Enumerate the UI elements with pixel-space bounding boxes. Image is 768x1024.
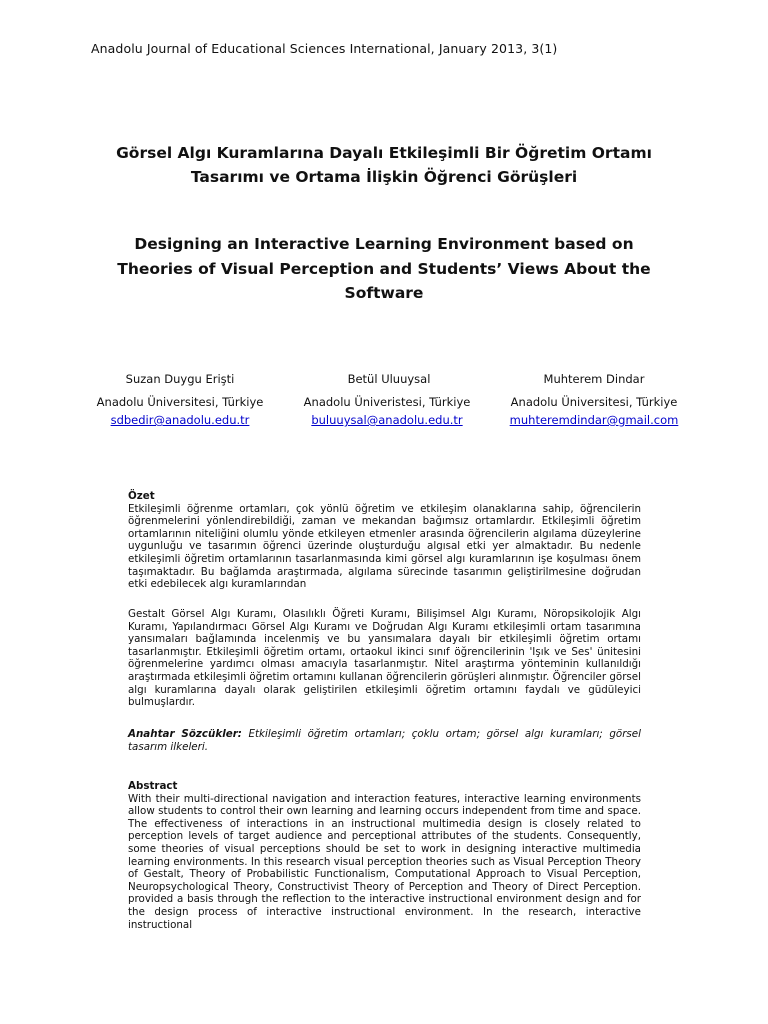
title-turkish (80, 141, 688, 189)
author-3 (499, 372, 689, 428)
author-email-link[interactable]: muhteremdindar@gmail.com (509, 413, 679, 427)
author-1 (85, 372, 275, 428)
title-english-line-1: Designing an Interactive Learning Environment based on (134, 235, 634, 253)
title-english-line-3: Software (344, 284, 424, 302)
author-email-link[interactable]: buluuysal@anadolu.edu.tr (311, 413, 463, 427)
author-affiliation: Anadolu Üniversitesi, Türkiye (510, 395, 678, 409)
author-email-link[interactable]: sdbedir@anadolu.edu.tr (110, 413, 250, 427)
ozet-paragraph-2: Gestalt Görsel Algı Kuramı, Olasılıklı Öğreti Kuramı, Bilişimsel Algı Kuramı, Nöropsikolojik Algı Kuramı, Yapılandırmacı Görsel Algı Kuramı ve Doğrudan Algı Kuramı etkileşimli ortam tasarımına yansımaları bağlamında incelenmiş ve bu yansımalara dayalı bir etkileşimli öğretim ortamı tasarlanmıştır. Etkileşimli öğretim ortamı, ortaokul ikinci sınıf öğrencilerinin 'Işık ve Ses' ünitesini öğrenmelerine yardımcı olması amacıyla tasarlanmıştır. Nitel araştırma yönteminin kullanıldığı araştırmada etkileşimli öğretim ortamını kullanan öğrencilerin görüşleri alınmıştır. Öğrenciler görsel algı kuramlarına dayalı olarak geliştirilen etkileşimli öğretim ortamını faydalı ve güdüleyici bulmuşlardır. (128, 608, 641, 709)
abstract-text: With their multi-directional navigation and interaction features, interactive learning environments allow students to control their own learning and learning occurs independent from time and space. The effectiveness of interactions in an instructional multimedia design is closely related to perception levels of target audience and perceptional attributes of the students. Consequently, some theories of visual perceptions should be set to work in designing interactive multimedia learning environments. In this research visual perception theories such as Visual Perception Theory of Gestalt, Theory of Probabilistic Functionalism, Computational Approach to Visual Perception, Neuropsychological Theory, Constructivist Theory of Perception and Theory of Direct Perception. provided a basis through the reflection to the interactive instructional environment design and for the design process of interactive instructional environment. In the research, interactive instructional (128, 792, 641, 931)
title-turkish-line-1: Görsel Algı Kuramlarına Dayalı Etkileşimli Bir Öğretim Ortamı (116, 144, 652, 162)
author-name: Muhterem Dindar (543, 372, 645, 386)
author-affiliation: Anadolu Üniveristesi, Türkiye (303, 395, 471, 409)
abstract-heading: Abstract (128, 780, 178, 792)
keywords-text: Etkileşimli öğretim ortamları; çoklu ortam; görsel algı kuramları; görsel tasarım ilkeleri. (128, 728, 641, 753)
author-name: Suzan Duygu Erişti (125, 372, 235, 386)
ozet-heading: Özet (128, 490, 155, 502)
author-list (85, 372, 689, 428)
abstract-section (128, 780, 641, 931)
keywords-section (128, 728, 641, 753)
title-english-line-2: Theories of Visual Perception and Students’ Views About the (117, 259, 651, 278)
ozet-paragraph-1: Etkileşimli öğrenme ortamları, çok yönlü öğretim ve etkileşim olanaklarına sahip, öğrencilerin öğrenmelerini yönlendirebildiği, zaman ve mekandan bağımsız ortamlardır. Etkileşimli öğretim ortamlarının niteliğini olumlu yönde etkileyen etmenler arasında öğrencilerin algılama düzeylerine uygunluğu ve tasarımın öğrenci üzerinde oluşturduğu algısal etki yer almaktadır. Bu nedenle etkileşimli öğretim ortamlarının tasarlanmasında kimi görsel algı kuramlarının işe koşulması önem taşımaktadır. Bu bağlamda araştırmada, algılama sürecinde tasarımın geliştirilmesine doğrudan etki edebilecek algı kuramlarından (128, 502, 641, 591)
keywords-label: Anahtar Sözcükler: (128, 728, 242, 740)
author-name: Betül Uluuysal (347, 372, 431, 386)
ozet-section (128, 490, 641, 591)
journal-header: Anadolu Journal of Educational Sciences International, January 2013, 3(1) (91, 41, 558, 56)
title-turkish-line-2: Tasarımı ve Ortama İlişkin Öğrenci Görüşleri (190, 168, 578, 186)
author-2 (292, 372, 482, 428)
title-english (80, 232, 688, 306)
author-affiliation: Anadolu Üniversitesi, Türkiye (96, 395, 264, 409)
